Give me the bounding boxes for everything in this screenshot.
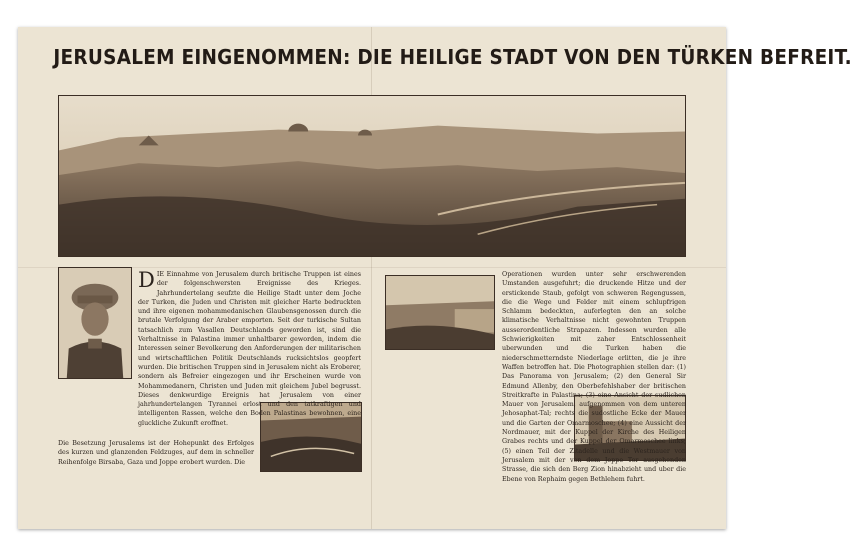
- article-paragraph-3: Operationen wurden unter sehr erschwerenden Umstanden ausgefuhrt; die druckende Hitze und der erstickende Staub, gefolgt von schweren Regengussen, die die Wege und Felder mit einem schlupfrigen Schlamm bedeckten, auferlegten den an solche klimatische Verhaltnisse nicht gewohnten Truppen ausserordentliche Strapazen. Indessen wurden alle Schwierigkeiten mit zaher Entschlossenheit uberwunden und die Turken haben die niederschmetterndste Niederlage erlitten, die je ihre Waffen betroffen hat. Die Photographien stellen dar: (1) Das Panorama von Jerusalem; (2) den General Sir Edmund Allenby, den Oberbefehlshaber der britischen Streitkrafte in Palastina; (3) eine Ansicht der sudlichen Mauer von Jerusalem, aufgenommen von dem unteren Jehosaphat-Tal; rechts die sudostliche Ecke der Mauer und die Garten der Omarmoschee; (4) eine Aussicht der Nordmauer, mit der Kuppel der Kirche des Heiligen Grabes rechts und der Kuppel der Omarmoschee links; (5) einen Teil der Zitadelle und die Westmauer von Jerusalem mit der von dem Joppe Tor ausgehenden Strasse, die sich den Berg Zion hinabzieht und uber die Ebene von Rephaim gegen Bethlehem fuhrt.: [502, 271, 686, 483]
- poster-sheet: [18, 27, 852, 529]
- drop-cap-letter: D: [138, 268, 155, 292]
- poster-headline: JERUSALEM EINGENOMMEN: DIE HEILIGE STADT VON DEN TÜRKEN BEFREIT.: [53, 45, 852, 69]
- article-paragraph-2: Die Besetzung Jerusalems ist der Hohepunkt des Erfolges des kurzen und glanzenden Feldzuges, auf dem in schneller Reihenfolge Birsaba, Gaza und Joppe erobert wurden. Die: [58, 440, 254, 466]
- panorama-photo: [58, 95, 686, 257]
- article-paragraph-1: DIE Einnahme von Jerusalem durch britische Truppen ist eines der folgenschwersten Ereignisse des Krieges. Jahrhundertelang seufzte die Heilige Stadt unter dem Joche der Turken, die Juden und Christen mit gleicher Harte bedruckten und ihre eigenen mohammedanischen Glaubensgenossen durch die brutale Verfolgung der Araber emporten. Seit der turkische Sultan tatsachlich zum Vasallen Deutschlands geworden ist, sind die Verhaltnisse in Palastina immer unhaltbarer geworden, indem die Interessen seiner Bevolkerung den Anforderungen der militarischen und wirtschaftlichen Politik Deutschlands rucksichtslos geopfert wurden. Die britischen Truppen sind in Jerusalem nicht als Eroberer, sondern als Befreier eingezogen und ihr Erscheinen wurde von Mohammedanern, Christen und Juden mit gleichem Jubel begrusst. Dieses denkwurdige Ereignis hat Jerusalem von einer jahrhundertelangen Tyrannei erlost und den tatkraftigen und intelligenten Rassen, welche den Boden Palastinas bewohnen, eine gluckliche Zukunft eroffnet.: [138, 268, 361, 427]
- article-column-1b: [58, 435, 254, 467]
- article-column-1: [138, 270, 361, 428]
- article-column-2: [502, 270, 686, 484]
- south-wall-photo: [385, 275, 495, 350]
- portrait-photo-allenby: [58, 267, 132, 379]
